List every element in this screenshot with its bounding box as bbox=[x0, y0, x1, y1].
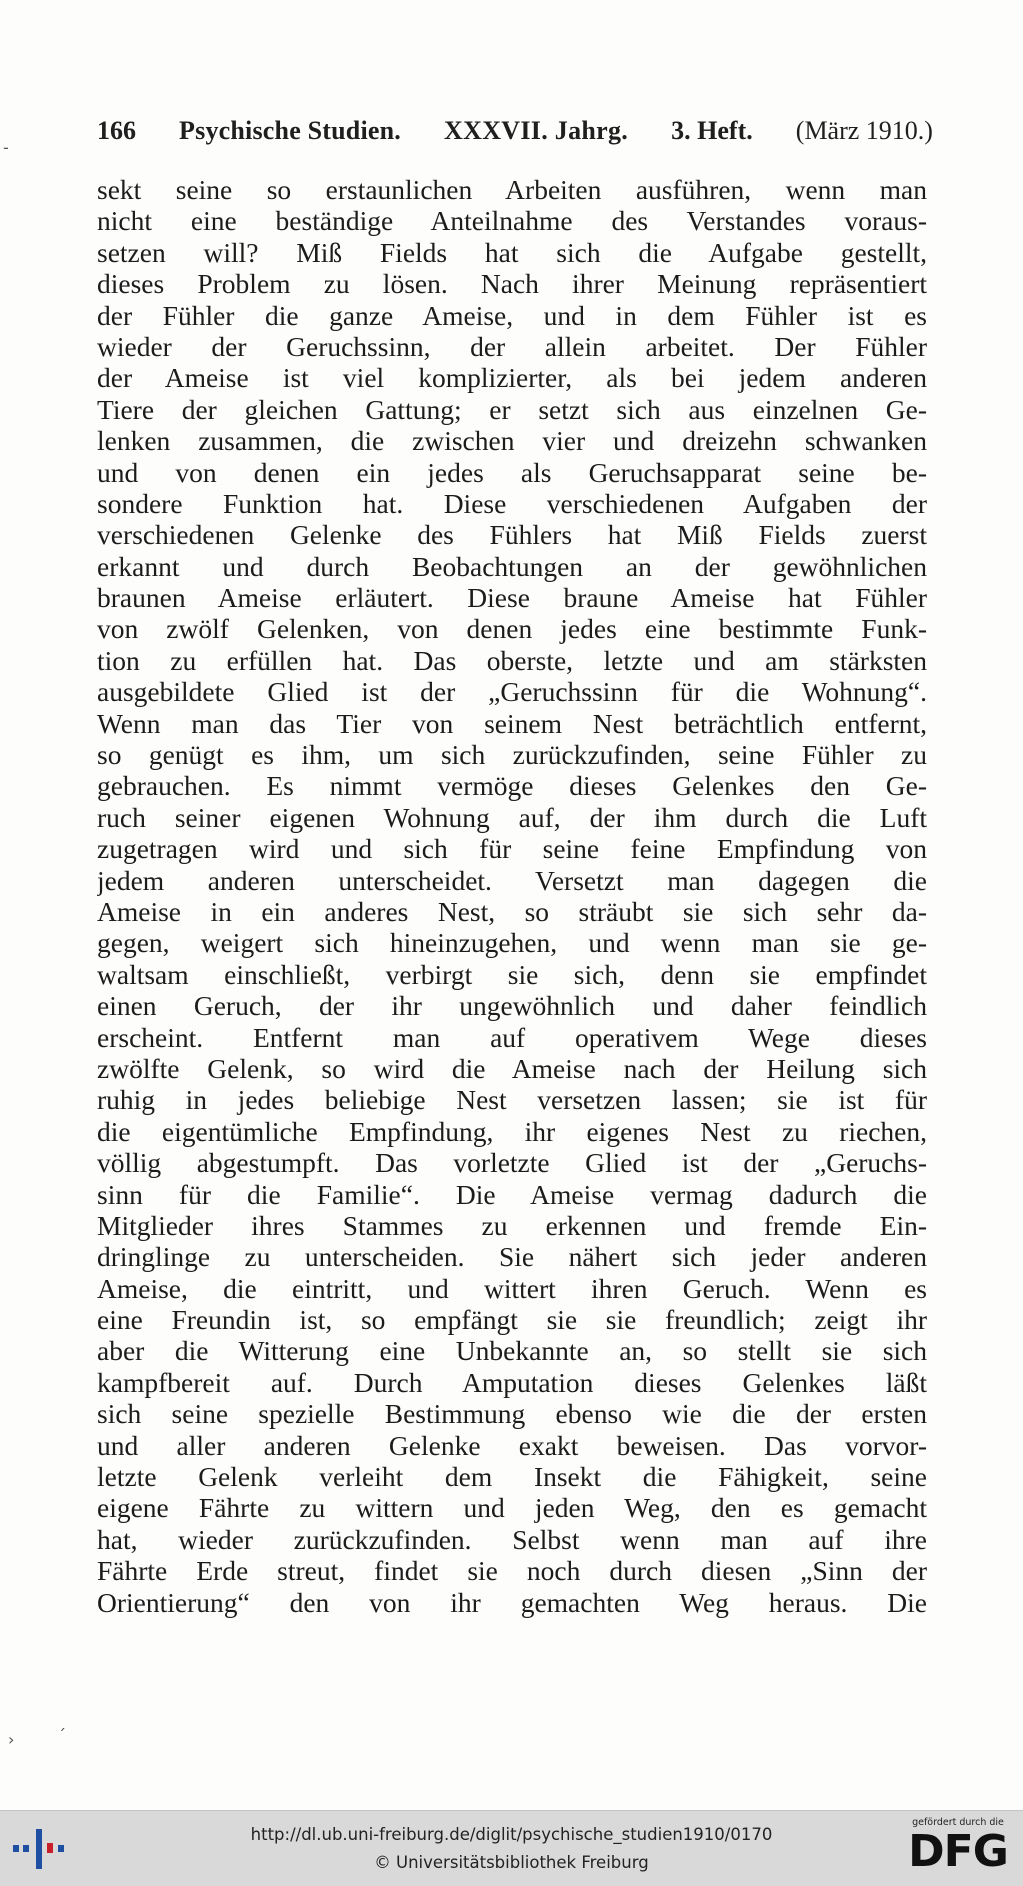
margin-mark: - bbox=[3, 138, 9, 157]
text-line: braunen Ameise erläutert. Diese braune Ameise hat Fühler bbox=[97, 582, 927, 614]
text-line: zugetragen wird und sich für seine feine Empfindung von bbox=[97, 833, 927, 865]
text-line: aber die Witterung eine Unbekannte an, so stellt sie sich bbox=[97, 1335, 927, 1367]
text-line: letzte Gelenk verleiht dem Insekt die Fähigkeit, seine bbox=[97, 1461, 927, 1493]
issue-number: 3. Heft. bbox=[671, 116, 753, 145]
text-line: zwölfte Gelenk, so wird die Ameise nach der Heilung sich bbox=[97, 1052, 927, 1084]
body-text bbox=[97, 174, 927, 1618]
text-line: erscheint. Entfernt man auf operativem Wege dieses bbox=[97, 1021, 927, 1053]
copyright-notice: © Universitätsbibliothek Freiburg bbox=[374, 1853, 649, 1872]
funded-by-text: gefördert durch die bbox=[912, 1817, 1004, 1828]
text-line: dieses Problem zu lösen. Nach ihrer Meinung repräsentiert bbox=[97, 268, 927, 300]
text-line: setzen will? Miß Fields hat sich die Aufgabe gestellt, bbox=[97, 236, 927, 268]
text-line: so genügt es ihm, um sich zurückzufinden, seine Fühler zu bbox=[97, 739, 927, 771]
margin-mark: › bbox=[8, 1730, 15, 1749]
dfg-funding-logo bbox=[905, 1817, 1011, 1881]
text-line: ruch seiner eigenen Wohnung auf, der ihm durch die Luft bbox=[97, 801, 927, 833]
text-line: die eigentümliche Empfindung, ihr eigenes Nest zu riechen, bbox=[97, 1115, 927, 1147]
text-line: der Fühler die ganze Ameise, und in dem Fühler ist es bbox=[97, 299, 927, 331]
text-line: nicht eine beständige Anteilnahme des Verstandes voraus- bbox=[97, 205, 927, 237]
dfg-logo-icon: DFG bbox=[908, 1826, 1008, 1877]
text-line: wieder der Geruchssinn, der allein arbeitet. Der Fühler bbox=[97, 330, 927, 362]
text-line: Ameise, die eintritt, und wittert ihren Geruch. Wenn es bbox=[97, 1272, 927, 1304]
text-line: dringlinge zu unterscheiden. Sie nähert sich jeder anderen bbox=[97, 1241, 927, 1273]
text-line: ausgebildete Glied ist der „Geruchssinn für die Wohnung“. bbox=[97, 676, 927, 708]
text-line: lenken zusammen, die zwischen vier und dreizehn schwanken bbox=[97, 425, 927, 457]
text-line: sekt seine so erstaunlichen Arbeiten ausführen, wenn man bbox=[97, 174, 927, 205]
text-line: gegen, weigert sich hineinzugehen, und wenn man sie ge- bbox=[97, 927, 927, 959]
text-line: einen Geruch, der ihr ungewöhnlich und daher feindlich bbox=[97, 990, 927, 1022]
text-line: Ameise in ein anderes Nest, so sträubt sie sich sehr da- bbox=[97, 895, 927, 927]
text-line: kampfbereit auf. Durch Amputation dieses Gelenkes läßt bbox=[97, 1366, 927, 1398]
journal-title: Psychische Studien. bbox=[179, 116, 401, 145]
text-line: eigene Fährte zu wittern und jeden Weg, den es gemacht bbox=[97, 1492, 927, 1524]
text-line: Orientierung“ den von ihr gemachten Weg heraus. Die bbox=[97, 1586, 927, 1618]
text-line: eine Freundin ist, so empfängt sie sie freundlich; zeigt ihr bbox=[97, 1304, 927, 1336]
text-line: völlig abgestumpft. Das vorletzte Glied ist der „Geruchs- bbox=[97, 1147, 927, 1179]
text-line: verschiedenen Gelenke des Fühlers hat Miß Fields zuerst bbox=[97, 519, 927, 551]
page-number: 166 bbox=[97, 116, 136, 145]
text-line: waltsam einschließt, verbirgt sie sich, denn sie empfindet bbox=[97, 958, 927, 990]
text-line: Mitglieder ihres Stammes zu erkennen und fremde Ein- bbox=[97, 1209, 927, 1241]
text-line: Tiere der gleichen Gattung; er setzt sich aus einzelnen Ge- bbox=[97, 393, 927, 425]
text-line: und von denen ein jedes als Geruchsapparat seine be- bbox=[97, 456, 927, 488]
margin-mark: ´ bbox=[58, 1726, 66, 1745]
text-line: Wenn man das Tier von seinem Nest beträchtlich entfernt, bbox=[97, 707, 927, 739]
text-line: Fährte Erde streut, findet sie noch durch diesen „Sinn der bbox=[97, 1555, 927, 1587]
text-line: ruhig in jedes beliebige Nest versetzen lassen; sie ist für bbox=[97, 1084, 927, 1116]
text-line: sondere Funktion hat. Diese verschiedenen Aufgaben der bbox=[97, 487, 927, 519]
text-line: jedem anderen unterscheidet. Versetzt man dagegen die bbox=[97, 864, 927, 896]
text-line: und aller anderen Gelenke exakt beweisen. Das vorvor- bbox=[97, 1429, 927, 1461]
issue-date: (März 1910.) bbox=[795, 116, 933, 145]
volume-number: XXXVII. Jahrg. bbox=[444, 116, 629, 145]
text-line: sinn für die Familie“. Die Ameise vermag dadurch die bbox=[97, 1178, 927, 1210]
text-line: tion zu erfüllen hat. Das oberste, letzte und am stärksten bbox=[97, 644, 927, 676]
text-line: gebrauchen. Es nimmt vermöge dieses Gelenkes den Ge- bbox=[97, 770, 927, 802]
text-line: erkannt und durch Beobachtungen an der gewöhnlichen bbox=[97, 550, 927, 582]
viewer-footer bbox=[0, 1810, 1023, 1886]
text-line: hat, wieder zurückzufinden. Selbst wenn man auf ihre bbox=[97, 1523, 927, 1555]
text-line: der Ameise ist viel komplizierter, als bei jedem anderen bbox=[97, 362, 927, 394]
page-url[interactable]: http://dl.ub.uni-freiburg.de/diglit/psychische_studien1910/0170 bbox=[250, 1825, 773, 1844]
text-line: von zwölf Gelenken, von denen jedes eine bestimmte Funk- bbox=[97, 613, 927, 645]
running-header bbox=[97, 111, 933, 151]
text-line: sich seine spezielle Bestimmung ebenso wie die der ersten bbox=[97, 1398, 927, 1430]
